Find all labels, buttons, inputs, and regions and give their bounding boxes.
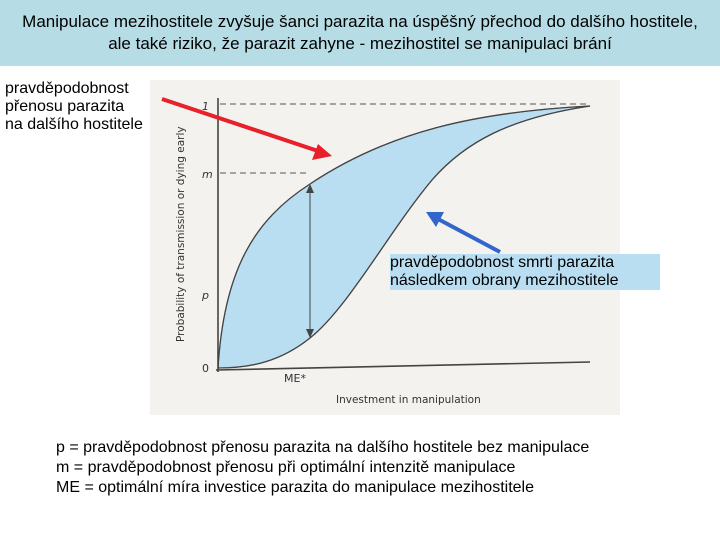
legend-me-definition: ME = optimální míra investice parazita do manipulace mezihostitele xyxy=(56,479,534,496)
y-tick-p: p xyxy=(202,289,209,302)
legend-m-definition: m = pravděpodobnost přenosu při optimální intenzitě manipulace xyxy=(56,459,516,476)
y-tick-m: m xyxy=(202,168,213,181)
red-arrow-head xyxy=(312,144,332,160)
death-probability-label: pravděpodobnost smrti parazita následkem obrany mezihostitele xyxy=(390,254,660,290)
y-tick-0: 0 xyxy=(202,362,209,375)
slide-title: Manipulace mezihostitele zvyšuje šanci parazita na úspěšný přechod do dalšího hostitele, ale také riziko, že parazit zahyne - mezihostitel se manipulaci brání xyxy=(22,12,698,53)
definitions-legend xyxy=(56,438,696,498)
y-axis-title: Probability of transmission or dying early xyxy=(175,126,187,342)
transmission-probability-label: pravděpodobnost přenosu parazita na dalšího hostitele xyxy=(5,80,143,133)
blue-arrow-shaft xyxy=(438,219,500,252)
red-arrow-shaft xyxy=(162,99,318,151)
legend-p-definition: p = pravděpodobnost přenosu parazita na dalšího hostitele bez manipulace xyxy=(56,439,590,456)
x-tick-me: ME* xyxy=(284,372,306,385)
y-tick-1: 1 xyxy=(202,100,209,113)
x-axis-title: Investment in manipulation xyxy=(336,394,481,406)
